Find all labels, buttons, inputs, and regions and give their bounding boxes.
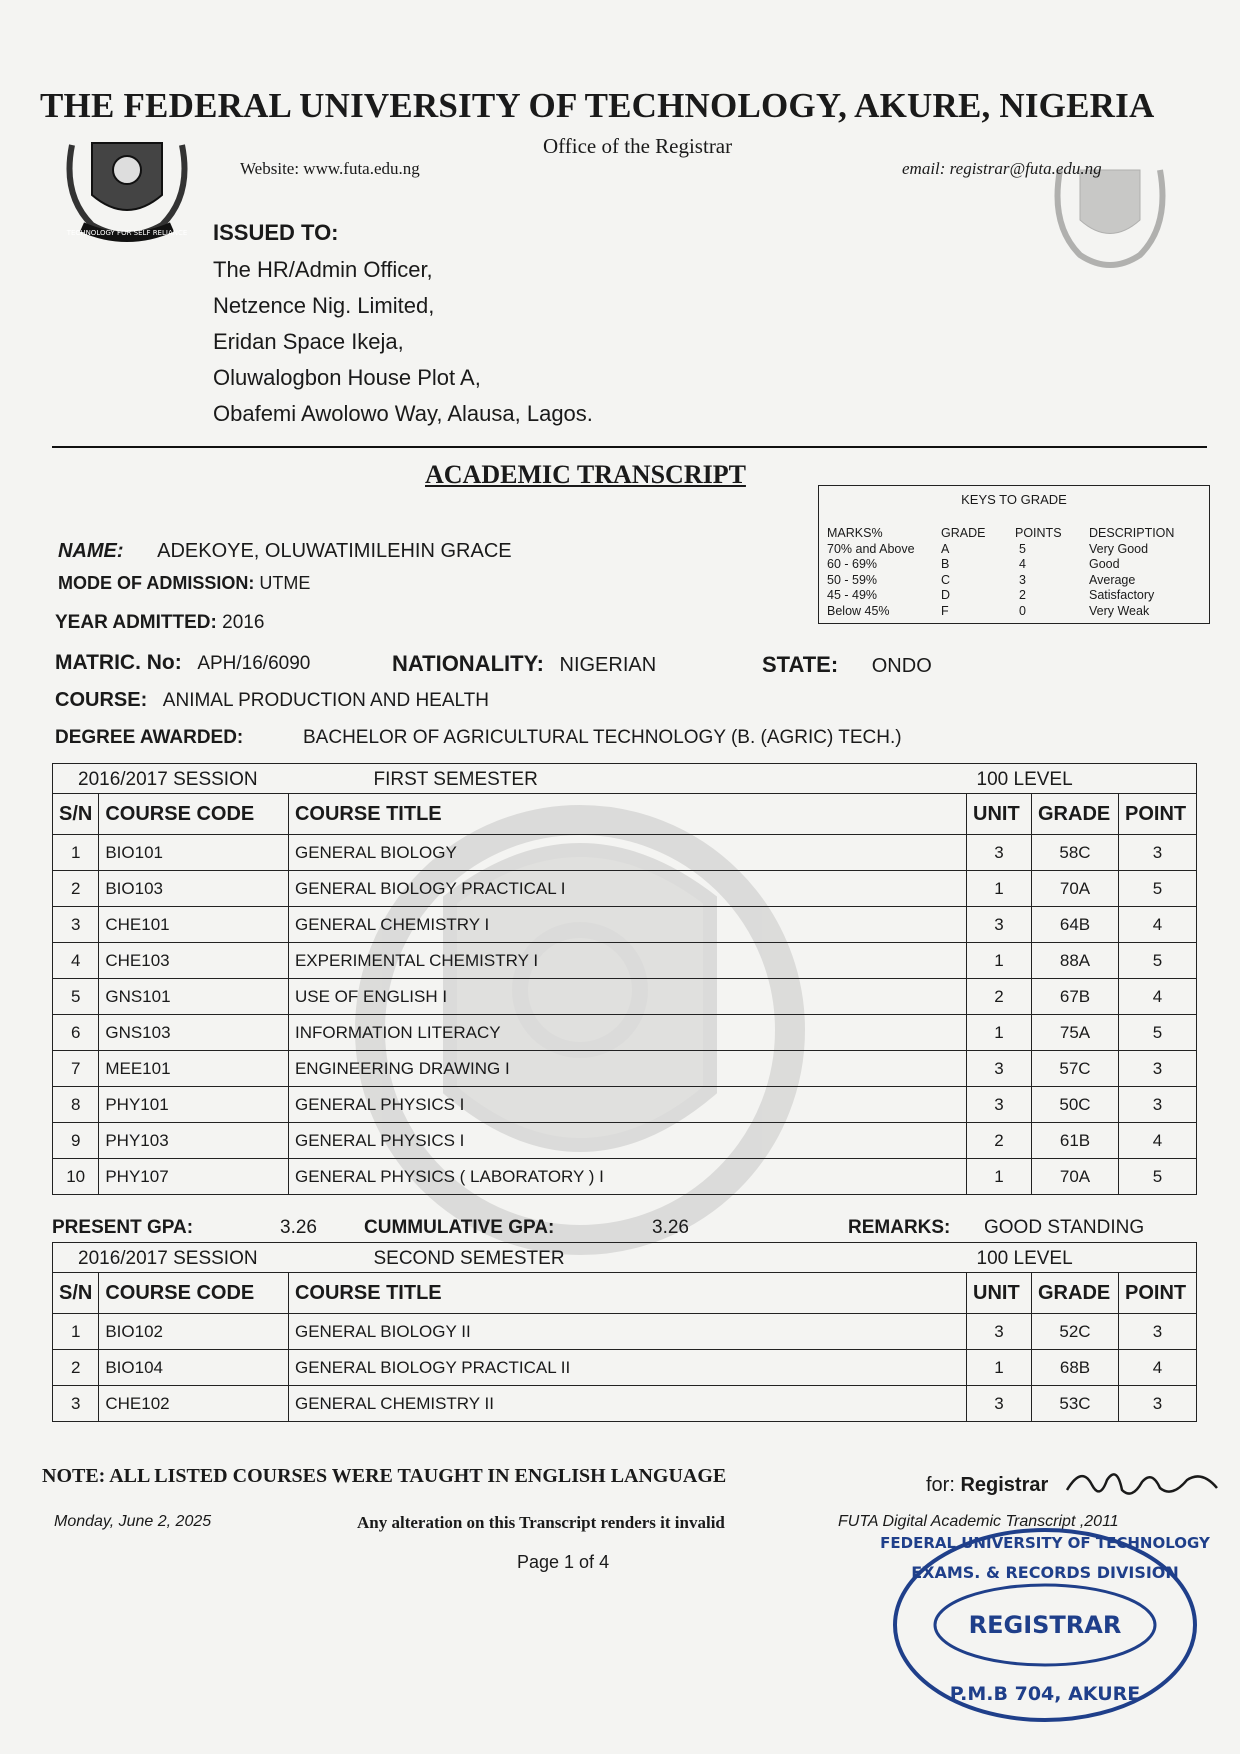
cumulative-gpa-label: CUMMULATIVE GPA: (364, 1217, 555, 1238)
grade-cell: D (941, 588, 951, 602)
table-row (53, 907, 1197, 943)
unit-cell: 1 (967, 943, 1032, 979)
unit-header: UNIT (967, 1273, 1032, 1314)
marks-cell: 45 - 49% (827, 588, 878, 602)
course-code-cell: BIO102 (99, 1314, 289, 1350)
name-label: NAME: (58, 540, 124, 562)
point-cell: 5 (1118, 943, 1196, 979)
course-value: ANIMAL PRODUCTION AND HEALTH (162, 690, 490, 711)
course-code-header: COURSE CODE (99, 1273, 289, 1314)
nationality-field (392, 651, 656, 677)
session-row (53, 1243, 1197, 1273)
sn-cell: 3 (53, 1386, 99, 1422)
course-title-cell: GENERAL BIOLOGY PRACTICAL II (288, 1350, 966, 1386)
points-cell: 5 (1019, 541, 1026, 556)
marks-cell: Below 45% (827, 603, 890, 618)
crest-motto: TECHNOLOGY FOR SELF RELIANCE (66, 229, 188, 237)
grade-header: GRADE (1032, 794, 1119, 835)
unit-cell: 2 (967, 1123, 1032, 1159)
table-row (53, 1386, 1197, 1422)
point-cell: 4 (1118, 1350, 1196, 1386)
email-text: email: registrar@futa.edu.ng (902, 159, 1102, 178)
unit-cell: 3 (967, 1087, 1032, 1123)
print-date: Monday, June 2, 2025 (54, 1513, 212, 1530)
office-of-registrar: Office of the Registrar (543, 134, 733, 158)
description-header: DESCRIPTION (1089, 526, 1175, 540)
address-line: Eridan Space Ikeja, (213, 329, 404, 354)
course-code-cell: BIO101 (99, 835, 289, 871)
semester-label: FIRST SEMESTER (373, 768, 538, 790)
matric-value: APH/16/6090 (197, 653, 311, 674)
course-code-cell: GNS101 (99, 979, 289, 1015)
address-line: Oluwalogbon House Plot A, (213, 365, 481, 390)
sn-header: S/N (53, 794, 99, 835)
point-cell: 4 (1118, 1123, 1196, 1159)
point-cell: 3 (1118, 835, 1196, 871)
unit-cell: 1 (967, 1015, 1032, 1051)
grade-cell: 67B (1032, 979, 1119, 1015)
course-code-header: COURSE CODE (99, 794, 289, 835)
grade-cell: F (941, 603, 949, 618)
unit-header: UNIT (967, 794, 1032, 835)
unit-cell: 3 (967, 1051, 1032, 1087)
point-cell: 5 (1118, 1015, 1196, 1051)
course-title-cell: GENERAL CHEMISTRY II (288, 1386, 966, 1422)
marks-column (827, 526, 915, 619)
unit-cell: 3 (967, 1386, 1032, 1422)
table-header-row (53, 794, 1197, 835)
sn-cell: 4 (53, 943, 99, 979)
course-title-cell: GENERAL BIOLOGY II (288, 1314, 966, 1350)
sn-cell: 5 (53, 979, 99, 1015)
table-row (53, 1051, 1197, 1087)
description-cell: Average (1089, 572, 1136, 587)
table-row (53, 979, 1197, 1015)
year-label: YEAR ADMITTED: (55, 612, 217, 633)
website-text: Website: www.futa.edu.ng (240, 159, 420, 178)
grade-cell: 70A (1032, 1159, 1119, 1195)
name-field (58, 540, 512, 563)
stamp-role-text: REGISTRAR (968, 1611, 1122, 1639)
unit-cell: 3 (967, 1314, 1032, 1350)
grade-cell: 53C (1032, 1386, 1119, 1422)
course-code-cell: PHY103 (99, 1123, 289, 1159)
degree-field (55, 727, 902, 749)
table-row (53, 1123, 1197, 1159)
sn-cell: 2 (53, 871, 99, 907)
course-code-cell: BIO104 (99, 1350, 289, 1386)
address-line: Obafemi Awolowo Way, Alausa, Lagos. (213, 401, 593, 426)
unit-cell: 1 (967, 871, 1032, 907)
present-gpa-value: 3.26 (280, 1217, 317, 1238)
degree-value: BACHELOR OF AGRICULTURAL TECHNOLOGY (B. (AGRIC) TECH.) (303, 727, 902, 748)
university-crest-icon (52, 125, 202, 250)
course-title-cell: ENGINEERING DRAWING I (288, 1051, 966, 1087)
course-label: COURSE: (55, 689, 148, 711)
year-field (55, 612, 264, 634)
table-row (53, 871, 1197, 907)
point-cell: 4 (1118, 979, 1196, 1015)
registrar-stamp-icon (880, 1500, 1210, 1740)
unit-cell: 3 (967, 835, 1032, 871)
grade-cell: A (941, 541, 950, 556)
mode-field (58, 573, 310, 594)
table-row (53, 1159, 1197, 1195)
grade-cell: B (941, 557, 950, 571)
matric-label: MATRIC. No: (55, 651, 182, 674)
grade-header: GRADE (1032, 1273, 1119, 1314)
point-cell: 4 (1118, 907, 1196, 943)
sn-cell: 3 (53, 907, 99, 943)
issued-to-title: ISSUED TO: (213, 220, 339, 245)
registrar-label: Registrar (960, 1474, 1049, 1496)
course-code-cell: PHY107 (99, 1159, 289, 1195)
stamp-mid-text: EXAMS. & RECORDS DIVISION (911, 1563, 1179, 1582)
keys-title: KEYS TO GRADE (961, 492, 1067, 507)
table-row (53, 835, 1197, 871)
grade-cell: 61B (1032, 1123, 1119, 1159)
level-label: 100 LEVEL (976, 768, 1073, 790)
remarks-label: REMARKS: (848, 1217, 951, 1238)
grade-header: GRADE (941, 526, 986, 540)
stamp-bottom-text: P.M.B 704, AKURE (949, 1683, 1141, 1705)
unit-cell: 1 (967, 1350, 1032, 1386)
description-cell: Good (1089, 557, 1120, 571)
sn-header: S/N (53, 1273, 99, 1314)
second-semester-table (52, 1242, 1197, 1422)
session-row (53, 764, 1197, 794)
table-row (53, 1314, 1197, 1350)
course-title-cell: GENERAL PHYSICS I (288, 1123, 966, 1159)
remarks-value: GOOD STANDING (984, 1217, 1145, 1238)
document-title: ACADEMIC TRANSCRIPT (425, 460, 746, 489)
marks-cell: 50 - 59% (827, 572, 878, 587)
course-title-cell: GENERAL CHEMISTRY I (288, 907, 966, 943)
mode-label: MODE OF ADMISSION: (58, 573, 255, 593)
points-cell: 4 (1019, 557, 1026, 571)
grade-cell: 52C (1032, 1314, 1119, 1350)
table-row (53, 1350, 1197, 1386)
student-name: ADEKOYE, OLUWATIMILEHIN GRACE (157, 540, 512, 562)
table-header-row (53, 1273, 1197, 1314)
point-cell: 3 (1118, 1386, 1196, 1422)
year-value: 2016 (222, 612, 265, 633)
address-line: The HR/Admin Officer, (213, 257, 433, 282)
grade-cell: C (941, 572, 951, 587)
course-title-cell: EXPERIMENTAL CHEMISTRY I (288, 943, 966, 979)
mode-value: UTME (259, 573, 311, 593)
table-row (53, 1015, 1197, 1051)
digital-transcript-label: FUTA Digital Academic Transcript ,2011 (838, 1513, 1119, 1530)
page-number: Page 1 of 4 (517, 1552, 610, 1572)
matric-field (55, 651, 310, 675)
unit-cell: 3 (967, 907, 1032, 943)
keys-to-grade-box (818, 485, 1210, 624)
grade-cell: 64B (1032, 907, 1119, 943)
course-code-cell: CHE103 (99, 943, 289, 979)
point-header: POINT (1118, 794, 1196, 835)
course-field (55, 689, 489, 712)
alteration-warning: Any alteration on this Transcript renders it invalid (357, 1513, 725, 1532)
marks-cell: 70% and Above (827, 541, 915, 556)
course-title-cell: GENERAL PHYSICS I (288, 1087, 966, 1123)
description-cell: Satisfactory (1089, 588, 1155, 602)
sn-cell: 10 (53, 1159, 99, 1195)
unit-cell: 2 (967, 979, 1032, 1015)
degree-label: DEGREE AWARDED: (55, 727, 244, 748)
state-field (762, 652, 932, 678)
point-cell: 5 (1118, 871, 1196, 907)
session-label: 2016/2017 SESSION (78, 1247, 258, 1269)
grade-cell: 58C (1032, 835, 1119, 871)
nationality-label: NATIONALITY: (392, 651, 544, 676)
marks-cell: 60 - 69% (827, 557, 878, 571)
course-code-cell: CHE101 (99, 907, 289, 943)
grade-cell: 88A (1032, 943, 1119, 979)
grade-column (941, 526, 985, 619)
sn-cell: 1 (53, 835, 99, 871)
point-cell: 3 (1118, 1051, 1196, 1087)
point-cell: 5 (1118, 1159, 1196, 1195)
present-gpa-label: PRESENT GPA: (52, 1217, 194, 1238)
course-title-cell: GENERAL BIOLOGY PRACTICAL I (288, 871, 966, 907)
course-code-cell: MEE101 (99, 1051, 289, 1087)
sn-cell: 6 (53, 1015, 99, 1051)
cumulative-gpa-value: 3.26 (652, 1217, 689, 1238)
points-cell: 0 (1019, 603, 1026, 618)
course-title-header: COURSE TITLE (288, 794, 966, 835)
unit-cell: 1 (967, 1159, 1032, 1195)
description-cell: Very Weak (1089, 603, 1150, 618)
registrar-signoff (926, 1474, 1048, 1497)
course-code-cell: PHY101 (99, 1087, 289, 1123)
grade-cell: 57C (1032, 1051, 1119, 1087)
sn-cell: 7 (53, 1051, 99, 1087)
points-header: POINTS (1015, 526, 1062, 540)
nationality-value: NIGERIAN (559, 654, 657, 676)
course-title-cell: GENERAL PHYSICS ( LABORATORY ) I (288, 1159, 966, 1195)
course-title-cell: INFORMATION LITERACY (288, 1015, 966, 1051)
point-cell: 3 (1118, 1087, 1196, 1123)
sn-cell: 8 (53, 1087, 99, 1123)
state-value: ONDO (871, 655, 932, 677)
course-code-cell: CHE102 (99, 1386, 289, 1422)
grade-cell: 70A (1032, 871, 1119, 907)
course-code-cell: GNS103 (99, 1015, 289, 1051)
address-line: Netzence Nig. Limited, (213, 293, 435, 318)
table-row (53, 1087, 1197, 1123)
points-cell: 2 (1019, 588, 1026, 602)
stamp-top-text: FEDERAL UNIVERSITY OF TECHNOLOGY (880, 1534, 1210, 1552)
session-label: 2016/2017 SESSION (78, 768, 258, 790)
course-title-header: COURSE TITLE (288, 1273, 966, 1314)
first-semester-table (52, 763, 1197, 1195)
marks-header: MARKS% (827, 526, 883, 540)
semester-label: SECOND SEMESTER (373, 1247, 565, 1269)
language-note: NOTE: ALL LISTED COURSES WERE TAUGHT IN ENGLISH LANGUAGE (42, 1465, 727, 1487)
course-title-cell: USE OF ENGLISH I (288, 979, 966, 1015)
grade-cell: 68B (1032, 1350, 1119, 1386)
point-cell: 3 (1118, 1314, 1196, 1350)
grade-cell: 75A (1032, 1015, 1119, 1051)
course-title-cell: GENERAL BIOLOGY (288, 835, 966, 871)
for-label: for: (926, 1474, 955, 1496)
course-code-cell: BIO103 (99, 871, 289, 907)
points-cell: 3 (1019, 572, 1026, 587)
table-row (53, 943, 1197, 979)
points-column (1015, 526, 1062, 619)
university-name: THE FEDERAL UNIVERSITY OF TECHNOLOGY, AKURE, NIGERIA (40, 86, 1155, 125)
grade-cell: 50C (1032, 1087, 1119, 1123)
description-column (1089, 526, 1174, 619)
level-label: 100 LEVEL (976, 1247, 1073, 1269)
point-header: POINT (1118, 1273, 1196, 1314)
description-cell: Very Good (1089, 541, 1149, 556)
gpa-summary (52, 1217, 1145, 1239)
sn-cell: 2 (53, 1350, 99, 1386)
header-divider (52, 446, 1207, 448)
sn-cell: 1 (53, 1314, 99, 1350)
state-label: STATE: (762, 652, 839, 677)
sn-cell: 9 (53, 1123, 99, 1159)
